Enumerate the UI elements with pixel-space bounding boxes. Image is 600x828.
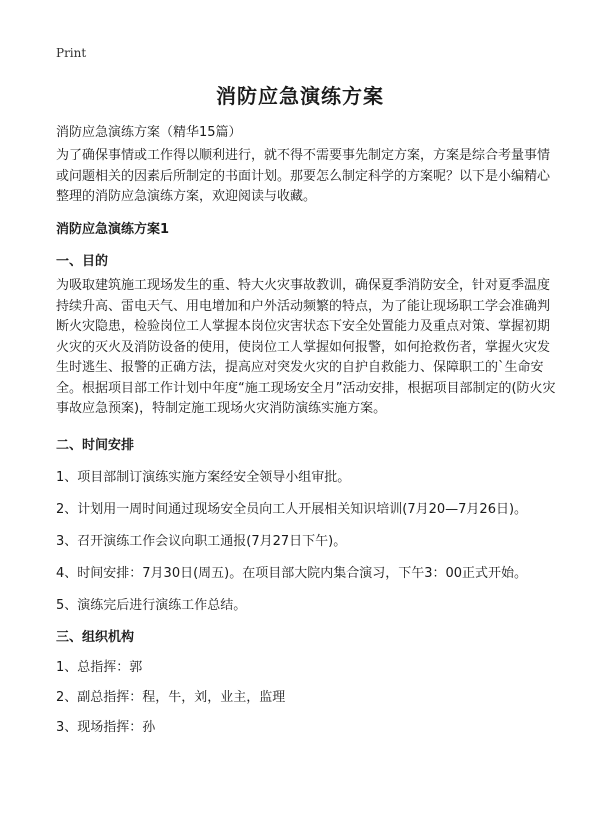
print-link[interactable]: Print (56, 46, 87, 60)
document-subtitle: 消防应急演练方案（精华15篇） (56, 125, 242, 140)
schedule-item-4: 4、时间安排：7月30日(周五)。在项目部大院内集合演习，下午3：00正式开始。 (56, 566, 528, 581)
schedule-item-1: 1、项目部制订演练实施方案经安全领导小组审批。 (56, 470, 351, 485)
organization-item-3: 3、现场指挥：孙 (56, 720, 156, 735)
schedule-item-5: 5、演练完后进行演练工作总结。 (56, 598, 247, 613)
section-heading-purpose: 一、目的 (56, 254, 109, 269)
section-heading-organization: 三、组织机构 (56, 630, 135, 645)
purpose-paragraph: 为吸取建筑施工现场发生的重、特大火灾事故教训，确保夏季消防安全，针对夏季温度持续升高、雷电天气、用电增加和户外活动频繁的特点，为了能让现场职工学会准确判断火灾隐患，检验岗位工人掌握本岗位灾害状态下安全处置能力及重点对策、掌握初期火灾的灭火及消防设备的使用，使岗位工人掌握如何报警，如何抢救伤者，掌握火灾发生时逃生、报警的正确方法，提高应对突发火灾的自护自救能力、保障职工的`生命安全。根据项目部工作计划中年度“施工现场安全月”活动安排，根据项目部制定的(防火灾事故应急预案)，特制定施工现场火灾消防演练实施方案。 (56, 278, 556, 416)
organization-item-1: 1、总指挥：郭 (56, 660, 143, 675)
schedule-item-3: 3、召开演练工作会议向职工通报(7月27日下午)。 (56, 534, 347, 549)
intro-paragraph: 为了确保事情或工作得以顺利进行，就不得不需要事先制定方案，方案是综合考量事情或问题相关的因素后所制定的书面计划。那要怎么制定科学的方案呢？以下是小编精心整理的消防应急演练方案，欢迎阅读与收藏。 (56, 148, 551, 204)
section-heading-schedule: 二、时间安排 (56, 438, 135, 453)
organization-item-2: 2、副总指挥：程，牛，刘，业主，监理 (56, 690, 286, 705)
page-title: 消防应急演练方案 (216, 84, 384, 108)
plan-title: 消防应急演练方案1 (56, 222, 170, 237)
schedule-item-2: 2、计划用一周时间通过现场安全员向工人开展相关知识培训(7月20—7月26日)。 (56, 502, 528, 517)
